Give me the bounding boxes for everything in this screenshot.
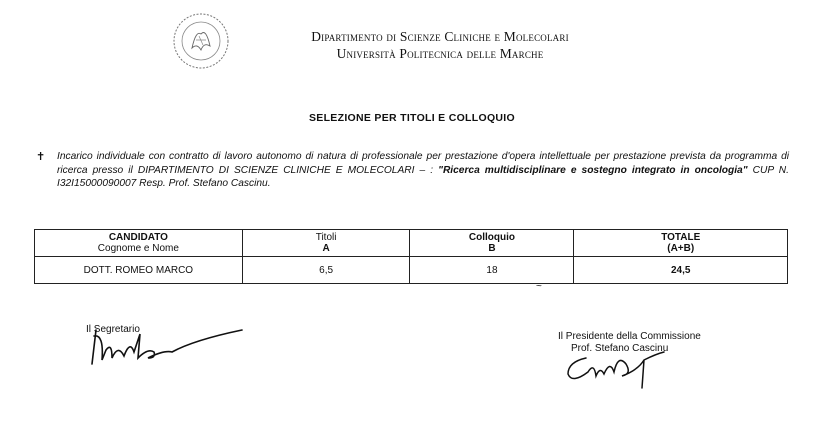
secretary-signature bbox=[84, 322, 254, 372]
president-label: Il Presidente della Commissione bbox=[558, 331, 701, 342]
description-part2: CUP N. I32I15000090007 Resp. Prof. Stefano Cascinu. bbox=[57, 164, 789, 189]
bullet-mark: ✝ bbox=[36, 151, 46, 163]
secretary-label: Il Segretario bbox=[86, 324, 140, 335]
university-name: Università Politecnica delle Marche bbox=[336, 46, 544, 61]
header-totale: TOTALE (A+B) bbox=[574, 230, 788, 257]
table-row bbox=[35, 257, 788, 284]
cell-titoli: 6,5 bbox=[242, 257, 410, 284]
department-name: Dipartimento di Scienze Cliniche e Molecolari bbox=[311, 29, 569, 44]
description-paragraph bbox=[57, 150, 789, 191]
header-colloquio: Colloquio B bbox=[410, 230, 574, 257]
project-title: "Ricerca multidisciplinare e sostegno integrato in oncologia" bbox=[438, 164, 748, 176]
university-seal bbox=[172, 12, 230, 70]
president-signature bbox=[560, 340, 700, 392]
header-titoli: Titoli A bbox=[242, 230, 410, 257]
cell-colloquio: 18 bbox=[410, 257, 574, 284]
header-candidato: CANDIDATO Cognome e Nome bbox=[35, 230, 243, 257]
cell-totale: 24,5 bbox=[574, 257, 788, 284]
description-part1: Incarico individuale con contratto di lavoro autonomo di natura di professionale per prestazione d'opera intellettuale per prestazione prevista da programma di ricerca presso il DIPARTIMENTO DI SCIENZE CLINICHE E MOLECOLARI – : bbox=[57, 151, 789, 176]
results-table bbox=[34, 229, 788, 284]
document-title: SELEZIONE PER TITOLI E COLLOQUIO bbox=[308, 112, 515, 124]
table-header-row bbox=[35, 230, 788, 257]
president-name: Prof. Stefano Cascinu bbox=[571, 343, 669, 354]
stray-mark: ~ bbox=[536, 281, 542, 292]
cell-candidate: DOTT. ROMEO MARCO bbox=[35, 257, 243, 284]
letterhead bbox=[240, 28, 640, 62]
